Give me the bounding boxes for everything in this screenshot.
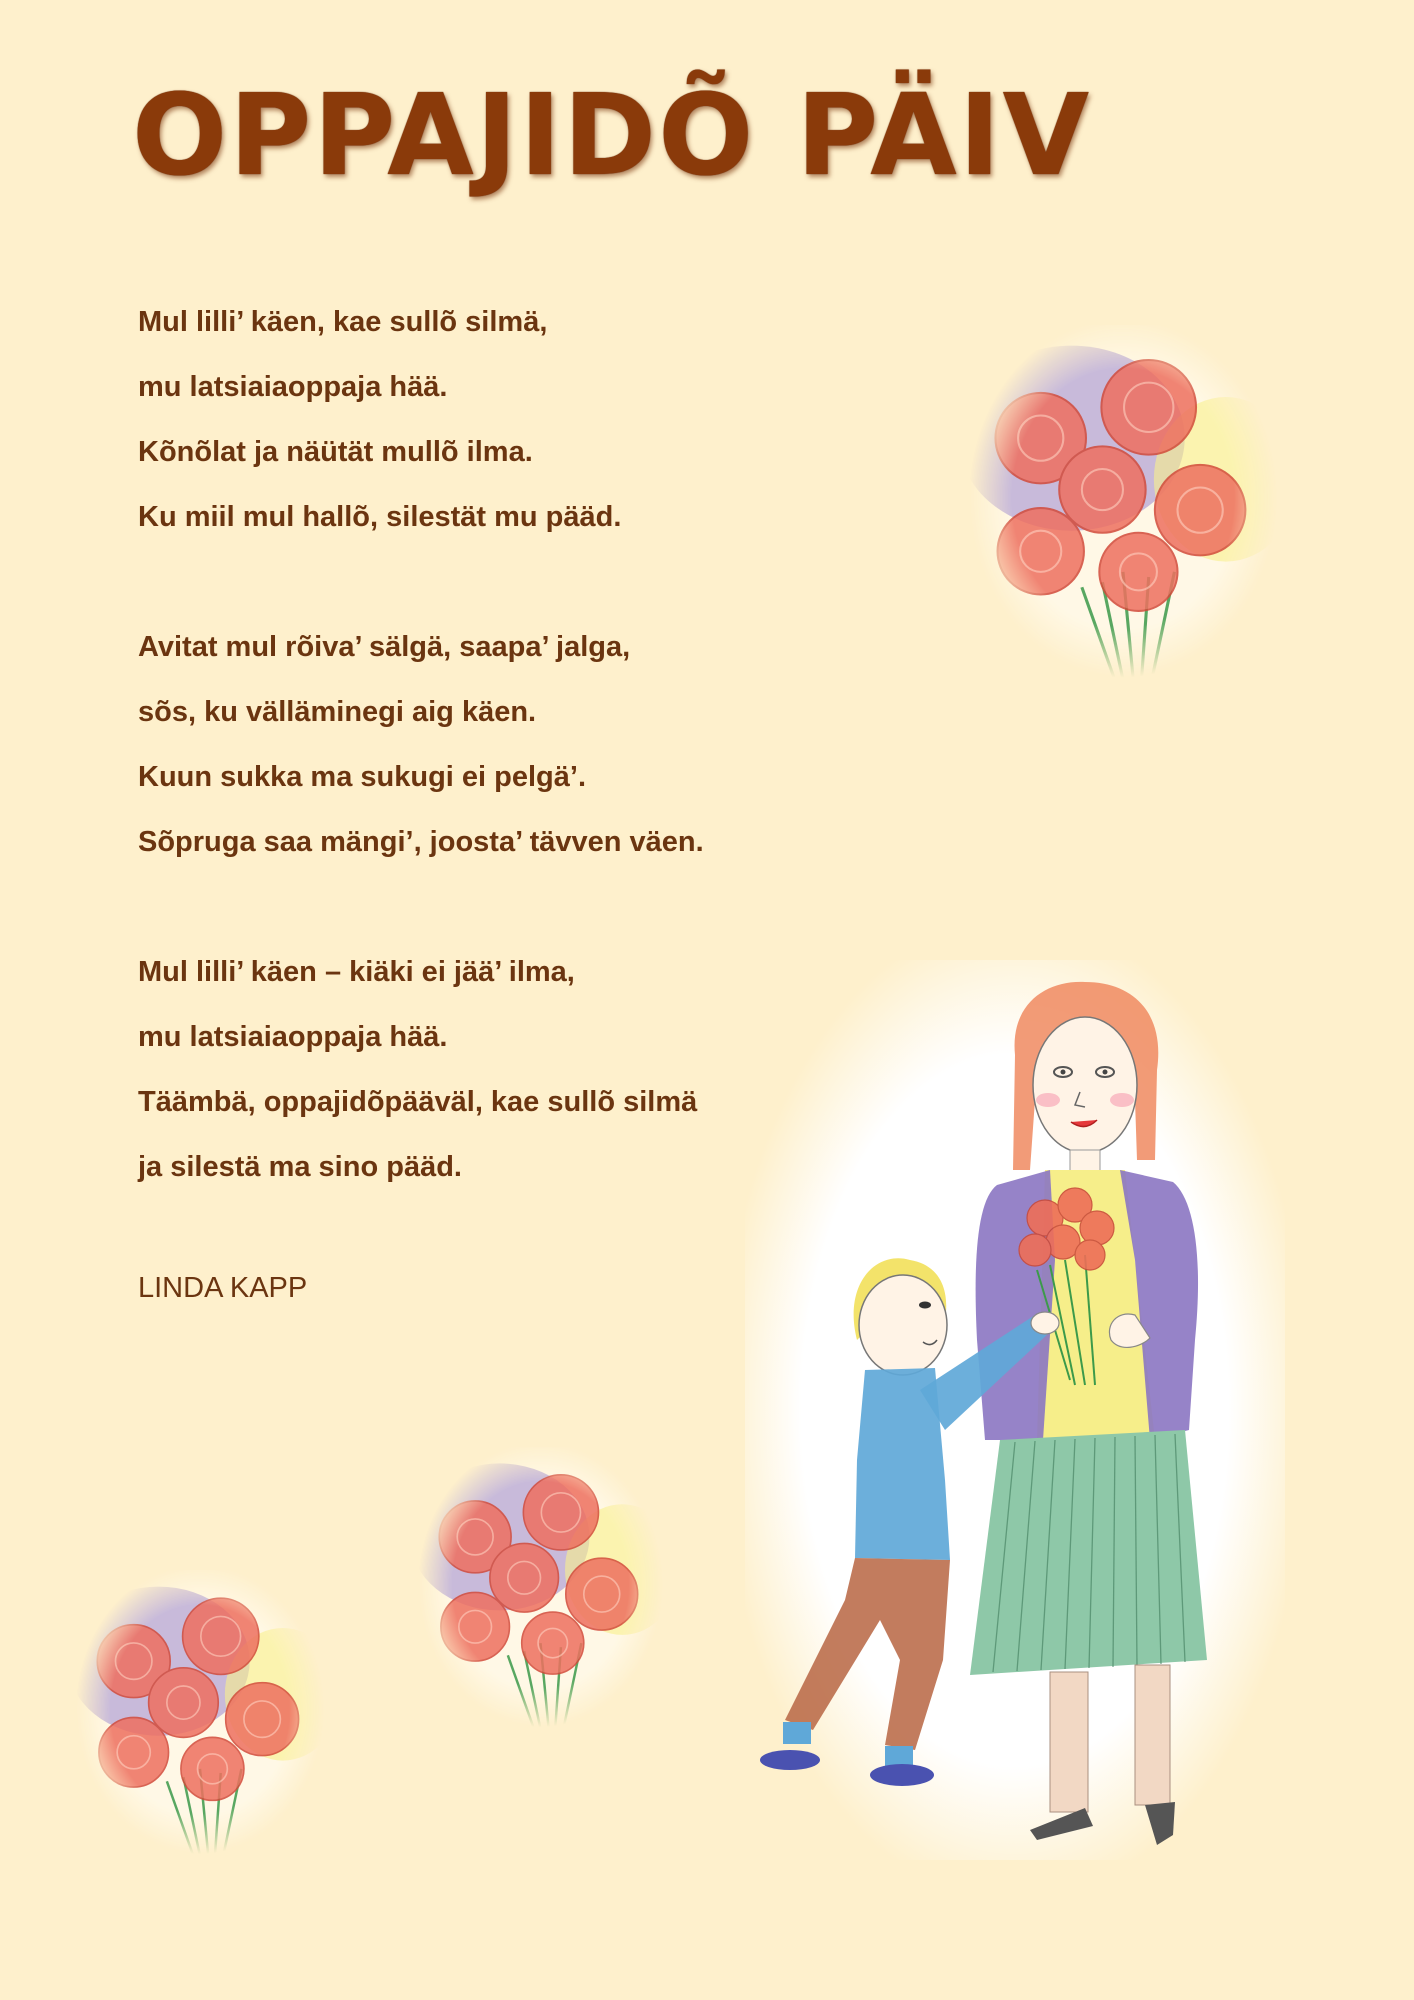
stanza (138, 615, 758, 875)
poem (138, 290, 758, 1265)
flower-bouquet-image (418, 1445, 663, 1735)
poem-line: mu latsiaiaoppaja hää. (138, 371, 448, 403)
poem-line: Kuun sukka ma sukugi ei pelgä’. (138, 761, 587, 793)
flower-bouquet-image (75, 1570, 325, 1860)
poem-line: Mul lilli’ käen – kiäki ei jää’ ilma, (138, 956, 575, 988)
poem-line: Kõnõlat ja näütät mullõ ilma. (138, 436, 533, 468)
poem-line: mu latsiaiaoppaja hää. (138, 1021, 448, 1053)
flower-bouquet-image (968, 325, 1278, 685)
stanza (138, 940, 758, 1200)
poem-line: Täämbä, oppajidõpääväl, kae sullõ silmä (138, 1086, 698, 1118)
stanza (138, 290, 758, 550)
author-name: LINDA KAPP (138, 1272, 308, 1304)
poem-line: Ku miil mul hallõ, silestät mu pääd. (138, 501, 622, 533)
page-title: OPPAJIDÕ PÄIV (132, 71, 1092, 201)
poem-line: Mul lilli’ käen, kae sullõ silmä, (138, 306, 548, 338)
poem-line: Sõpruga saa mängi’, joosta’ tävven väen. (138, 826, 704, 858)
poem-line: Avitat mul rõiva’ sälgä, saapa’ jalga, (138, 631, 631, 663)
poem-line: sõs, ku välläminegi aig käen. (138, 696, 537, 728)
poem-line: ja silestä ma sino pääd. (138, 1151, 462, 1183)
teacher-and-child-illustration (745, 960, 1285, 1860)
